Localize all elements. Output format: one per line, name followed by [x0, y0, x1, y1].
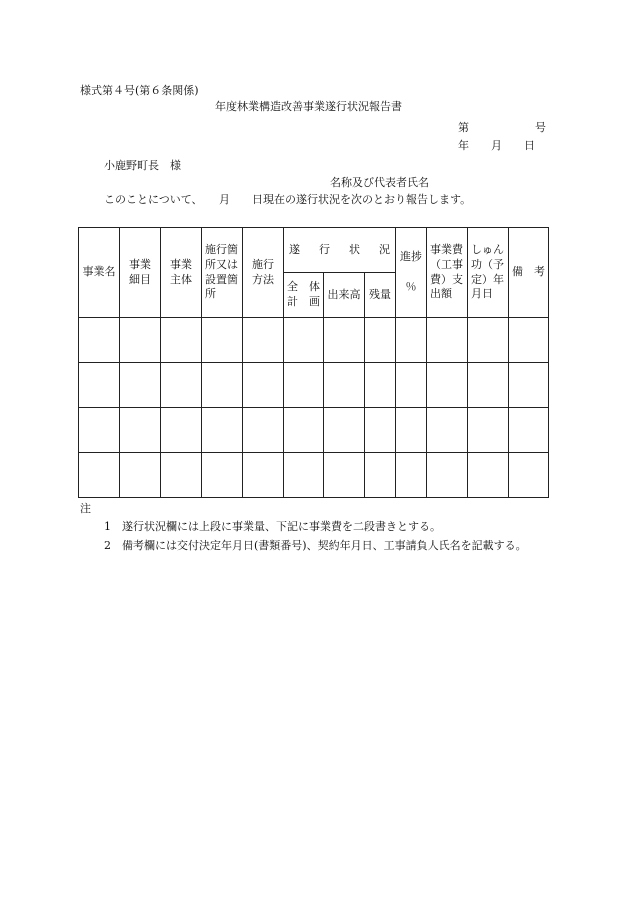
header-char: 況: [379, 242, 390, 256]
note-item: 1 遂行状況欄には上段に事業量、下記に事業費を二段書きとする。: [104, 520, 441, 533]
table-cell[interactable]: [202, 408, 243, 453]
table-cell[interactable]: [365, 363, 396, 408]
table-cell[interactable]: [79, 318, 120, 363]
header-kasho: [202, 228, 243, 318]
header-line: 方法: [252, 272, 274, 286]
table-cell[interactable]: [202, 363, 243, 408]
table-cell[interactable]: [284, 363, 324, 408]
date-label: 年 月 日: [458, 139, 535, 152]
table-row: [79, 408, 549, 453]
table-cell[interactable]: [324, 363, 365, 408]
table-cell[interactable]: [427, 408, 468, 453]
table-cell[interactable]: [202, 318, 243, 363]
table-cell[interactable]: [120, 363, 161, 408]
table-cell[interactable]: [427, 318, 468, 363]
header-line: 全 体: [287, 280, 320, 294]
intro-text: このことについて、 月 日現在の遂行状況を次のとおり報告します。: [104, 193, 472, 206]
table-row: [79, 363, 549, 408]
table-cell[interactable]: [243, 408, 284, 453]
table-cell[interactable]: [202, 453, 243, 498]
table-cell[interactable]: [509, 318, 549, 363]
table-cell[interactable]: [427, 453, 468, 498]
table-cell[interactable]: [468, 408, 509, 453]
header-line: 進捗: [400, 250, 423, 264]
table-cell[interactable]: [365, 453, 396, 498]
header-line: 功（予: [471, 257, 505, 271]
header-char: 行: [319, 242, 330, 256]
table-cell[interactable]: [509, 408, 549, 453]
table-cell[interactable]: [284, 453, 324, 498]
table-cell[interactable]: [161, 318, 202, 363]
representative-label: 名称及び代表者氏名: [330, 176, 429, 189]
table-cell[interactable]: [284, 408, 324, 453]
addressee: 小鹿野町長 様: [104, 159, 181, 172]
table-cell[interactable]: [284, 318, 324, 363]
status-report-table: [78, 227, 549, 498]
header-zanryo: 残量: [365, 273, 396, 318]
table-cell[interactable]: [161, 408, 202, 453]
header-zentai: [284, 273, 324, 318]
table-cell[interactable]: [365, 408, 396, 453]
table-cell[interactable]: [396, 453, 427, 498]
header-line: 事業費: [430, 242, 464, 256]
table-cell[interactable]: [243, 363, 284, 408]
table-cell[interactable]: [396, 363, 427, 408]
table-cell[interactable]: [468, 318, 509, 363]
table-cell[interactable]: [79, 363, 120, 408]
table-cell[interactable]: [120, 453, 161, 498]
document-title: 年度林業構造改善事業遂行状況報告書: [215, 100, 402, 113]
table-cell[interactable]: [79, 453, 120, 498]
note-item: 2 備考欄には交付決定年月日(書類番号)、契約年月日、工事請負人氏名を記載する。: [104, 539, 527, 552]
table-cell[interactable]: [427, 363, 468, 408]
table-cell[interactable]: [324, 408, 365, 453]
header-biko: 備 考: [509, 228, 549, 318]
table-cell[interactable]: [509, 453, 549, 498]
header-shincho: [396, 228, 427, 318]
header-line: 出額: [430, 287, 453, 301]
table-cell[interactable]: [79, 408, 120, 453]
header-line: （工事: [430, 257, 464, 271]
header-line: 主体: [170, 272, 192, 286]
table-cell[interactable]: [468, 453, 509, 498]
table-cell[interactable]: [468, 363, 509, 408]
table-cell[interactable]: [324, 318, 365, 363]
header-char: 遂: [289, 242, 300, 256]
table-row: [79, 453, 549, 498]
table-cell[interactable]: [509, 363, 549, 408]
header-line: 費）支: [430, 272, 464, 286]
header-saimoku: [120, 228, 161, 318]
header-line: 所: [205, 287, 216, 301]
table-cell[interactable]: [161, 453, 202, 498]
header-line: 月日: [471, 287, 494, 301]
table-cell[interactable]: [365, 318, 396, 363]
header-dekidaka: 出来高: [324, 273, 365, 318]
header-line: 定）年: [471, 272, 505, 286]
table-cell[interactable]: [120, 408, 161, 453]
number-label: 第 号: [458, 121, 546, 134]
header-line: ％: [405, 279, 417, 293]
header-line: 細目: [129, 272, 151, 286]
header-line: しゅん: [471, 242, 505, 256]
header-shunko: [468, 228, 509, 318]
table-cell[interactable]: [120, 318, 161, 363]
header-shutai: [161, 228, 202, 318]
table-cell[interactable]: [396, 318, 427, 363]
header-jigyomei: 事業名: [79, 228, 120, 318]
header-line: 設置箇: [205, 272, 238, 286]
header-hoho: [243, 228, 284, 318]
form-label: 様式第４号(第６条関係): [80, 84, 199, 97]
notes-heading: 注: [80, 502, 91, 515]
header-line: 施行: [252, 257, 274, 271]
table-cell[interactable]: [396, 408, 427, 453]
header-jokyo: [284, 228, 396, 273]
header-char: 状: [349, 242, 360, 256]
table-row: [79, 318, 549, 363]
table-cell[interactable]: [324, 453, 365, 498]
table-cell[interactable]: [161, 363, 202, 408]
header-line: 事業: [129, 257, 151, 271]
header-line: 事業: [170, 257, 192, 271]
header-jigyohi: [427, 228, 468, 318]
table-cell[interactable]: [243, 453, 284, 498]
header-line: 所又は: [205, 257, 238, 271]
header-line: 計 画: [287, 295, 320, 308]
header-line: 施行箇: [205, 242, 238, 256]
table-cell[interactable]: [243, 318, 284, 363]
